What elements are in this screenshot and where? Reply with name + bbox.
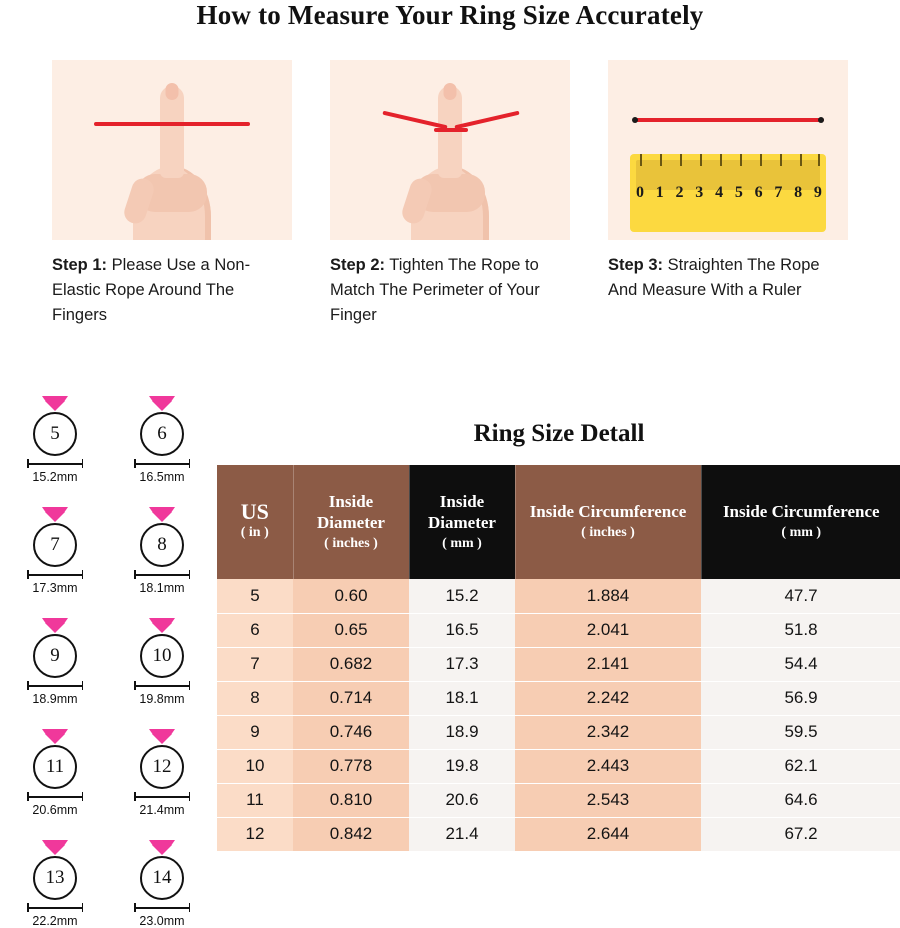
- ruler-num-4: 4: [715, 184, 724, 201]
- ring-mm-label: 23.0mm: [139, 914, 185, 928]
- ruler-num-3: 3: [695, 184, 704, 201]
- ring-mm-label: 22.2mm: [32, 914, 78, 928]
- diamond-icon: [42, 729, 68, 744]
- ring-icon-item: [10, 729, 100, 817]
- ruler-numbers: [636, 184, 822, 202]
- ring-size-value: 6: [140, 412, 184, 456]
- measure-bracket-icon: [27, 459, 83, 468]
- ring-size-value: 7: [33, 523, 77, 567]
- ring-mm-label: 18.9mm: [32, 692, 78, 706]
- ring-size-value: 8: [140, 523, 184, 567]
- measure-bracket-icon: [27, 570, 83, 579]
- ring-icon-item: [10, 840, 100, 928]
- steps-row: [0, 60, 900, 328]
- measure-bracket-icon: [134, 792, 190, 801]
- step-2-illustration: [330, 60, 570, 240]
- ring-size-value: 10: [140, 634, 184, 678]
- measure-bracket-icon: [27, 792, 83, 801]
- table-row: 8 0.714 18.1 2.242 56.9: [217, 681, 900, 715]
- diamond-icon: [42, 618, 68, 633]
- table-body: [217, 579, 900, 851]
- measure-bracket-icon: [27, 681, 83, 690]
- ring-icon-item: [117, 729, 207, 817]
- step-3: [608, 60, 848, 328]
- ring-mm-label: 16.5mm: [139, 470, 185, 484]
- rope-end-dot-right: [818, 117, 824, 123]
- ring-mm-label: 19.8mm: [139, 692, 185, 706]
- step-2: [330, 60, 570, 328]
- step-2-text: Tighten The Rope to Match The Perimeter of Your Finger: [330, 256, 540, 324]
- ring-size-value: 9: [33, 634, 77, 678]
- step-2-caption: [330, 253, 570, 328]
- diamond-icon: [149, 729, 175, 744]
- diamond-icon: [149, 840, 175, 855]
- ring-size-icons: [10, 396, 210, 928]
- ring-size-value: 13: [33, 856, 77, 900]
- table-row: 7 0.682 17.3 2.141 54.4: [217, 647, 900, 681]
- table-header-us: US ( in ): [217, 465, 293, 579]
- ruler-num-9: 9: [813, 184, 822, 201]
- ring-icon-item: [10, 618, 100, 706]
- table-header-inside-diameter-mm: Inside Diameter ( mm ): [409, 465, 515, 579]
- rope-end-dot-left: [632, 117, 638, 123]
- diamond-icon: [149, 396, 175, 411]
- ring-size-value: 14: [140, 856, 184, 900]
- measure-bracket-icon: [134, 459, 190, 468]
- step-1-caption: [52, 253, 292, 328]
- ring-size-value: 5: [33, 412, 77, 456]
- ring-size-table-section: [217, 420, 900, 852]
- ring-mm-label: 18.1mm: [139, 581, 185, 595]
- table-row: 10 0.778 19.8 2.443 62.1: [217, 749, 900, 783]
- table-header-inside-diameter-inches: Inside Diameter ( inches ): [293, 465, 409, 579]
- page-title: How to Measure Your Ring Size Accurately: [196, 0, 704, 30]
- ring-icon-item: [117, 618, 207, 706]
- table-row: 6 0.65 16.5 2.041 51.8: [217, 613, 900, 647]
- step-1-illustration: [52, 60, 292, 240]
- diamond-icon: [149, 507, 175, 522]
- measure-bracket-icon: [134, 681, 190, 690]
- ring-mm-label: 15.2mm: [32, 470, 78, 484]
- diamond-icon: [149, 618, 175, 633]
- ruler-num-7: 7: [774, 184, 783, 201]
- table-header-inside-circumference-mm: Inside Circumference ( mm ): [701, 465, 900, 579]
- ring-icon-item: [117, 507, 207, 595]
- step-3-text: Straighten The Rope And Measure With a Ruler: [608, 256, 820, 299]
- step-3-caption: [608, 253, 848, 303]
- measure-bracket-icon: [134, 903, 190, 912]
- table-row: 11 0.810 20.6 2.543 64.6: [217, 783, 900, 817]
- ruler-num-5: 5: [734, 184, 743, 201]
- table-header-row: [217, 465, 900, 579]
- ruler-num-2: 2: [675, 184, 684, 201]
- ring-mm-label: 17.3mm: [32, 581, 78, 595]
- ring-size-table: [217, 465, 900, 852]
- diamond-icon: [42, 840, 68, 855]
- table-row: 5 0.60 15.2 1.884 47.7: [217, 579, 900, 613]
- ruler-icon: [630, 154, 826, 232]
- measure-bracket-icon: [134, 570, 190, 579]
- rope-right-segment: [454, 111, 519, 130]
- ring-icon-item: [117, 840, 207, 928]
- ring-icon-item: [10, 507, 100, 595]
- step-1: [52, 60, 292, 328]
- step-1-text: Please Use a Non-Elastic Rope Around The Fingers: [52, 256, 251, 324]
- ring-mm-label: 21.4mm: [139, 803, 185, 817]
- step-1-label: Step 1:: [52, 256, 108, 274]
- table-row: 9 0.746 18.9 2.342 59.5: [217, 715, 900, 749]
- diamond-icon: [42, 396, 68, 411]
- rope-straight: [94, 122, 250, 126]
- ruler-num-6: 6: [754, 184, 763, 201]
- ring-size-value: 11: [33, 745, 77, 789]
- table-row: 12 0.842 21.4 2.644 67.2: [217, 817, 900, 851]
- table-header-inside-circumference-inches: Inside Circumference ( inches ): [515, 465, 701, 579]
- ruler-num-1: 1: [655, 184, 664, 201]
- ruler-num-8: 8: [794, 184, 803, 201]
- ring-icon-item: [10, 396, 100, 484]
- table-title: Ring Size Detall: [473, 420, 645, 447]
- ring-icon-item: [117, 396, 207, 484]
- measure-bracket-icon: [27, 903, 83, 912]
- ruler-num-0: 0: [636, 184, 644, 201]
- step-2-label: Step 2:: [330, 256, 386, 274]
- ring-mm-label: 20.6mm: [32, 803, 78, 817]
- diamond-icon: [42, 507, 68, 522]
- rope-loop: [434, 128, 468, 132]
- ring-size-value: 12: [140, 745, 184, 789]
- rope-measured: [634, 118, 824, 122]
- step-3-label: Step 3:: [608, 256, 664, 274]
- step-3-illustration: [608, 60, 848, 240]
